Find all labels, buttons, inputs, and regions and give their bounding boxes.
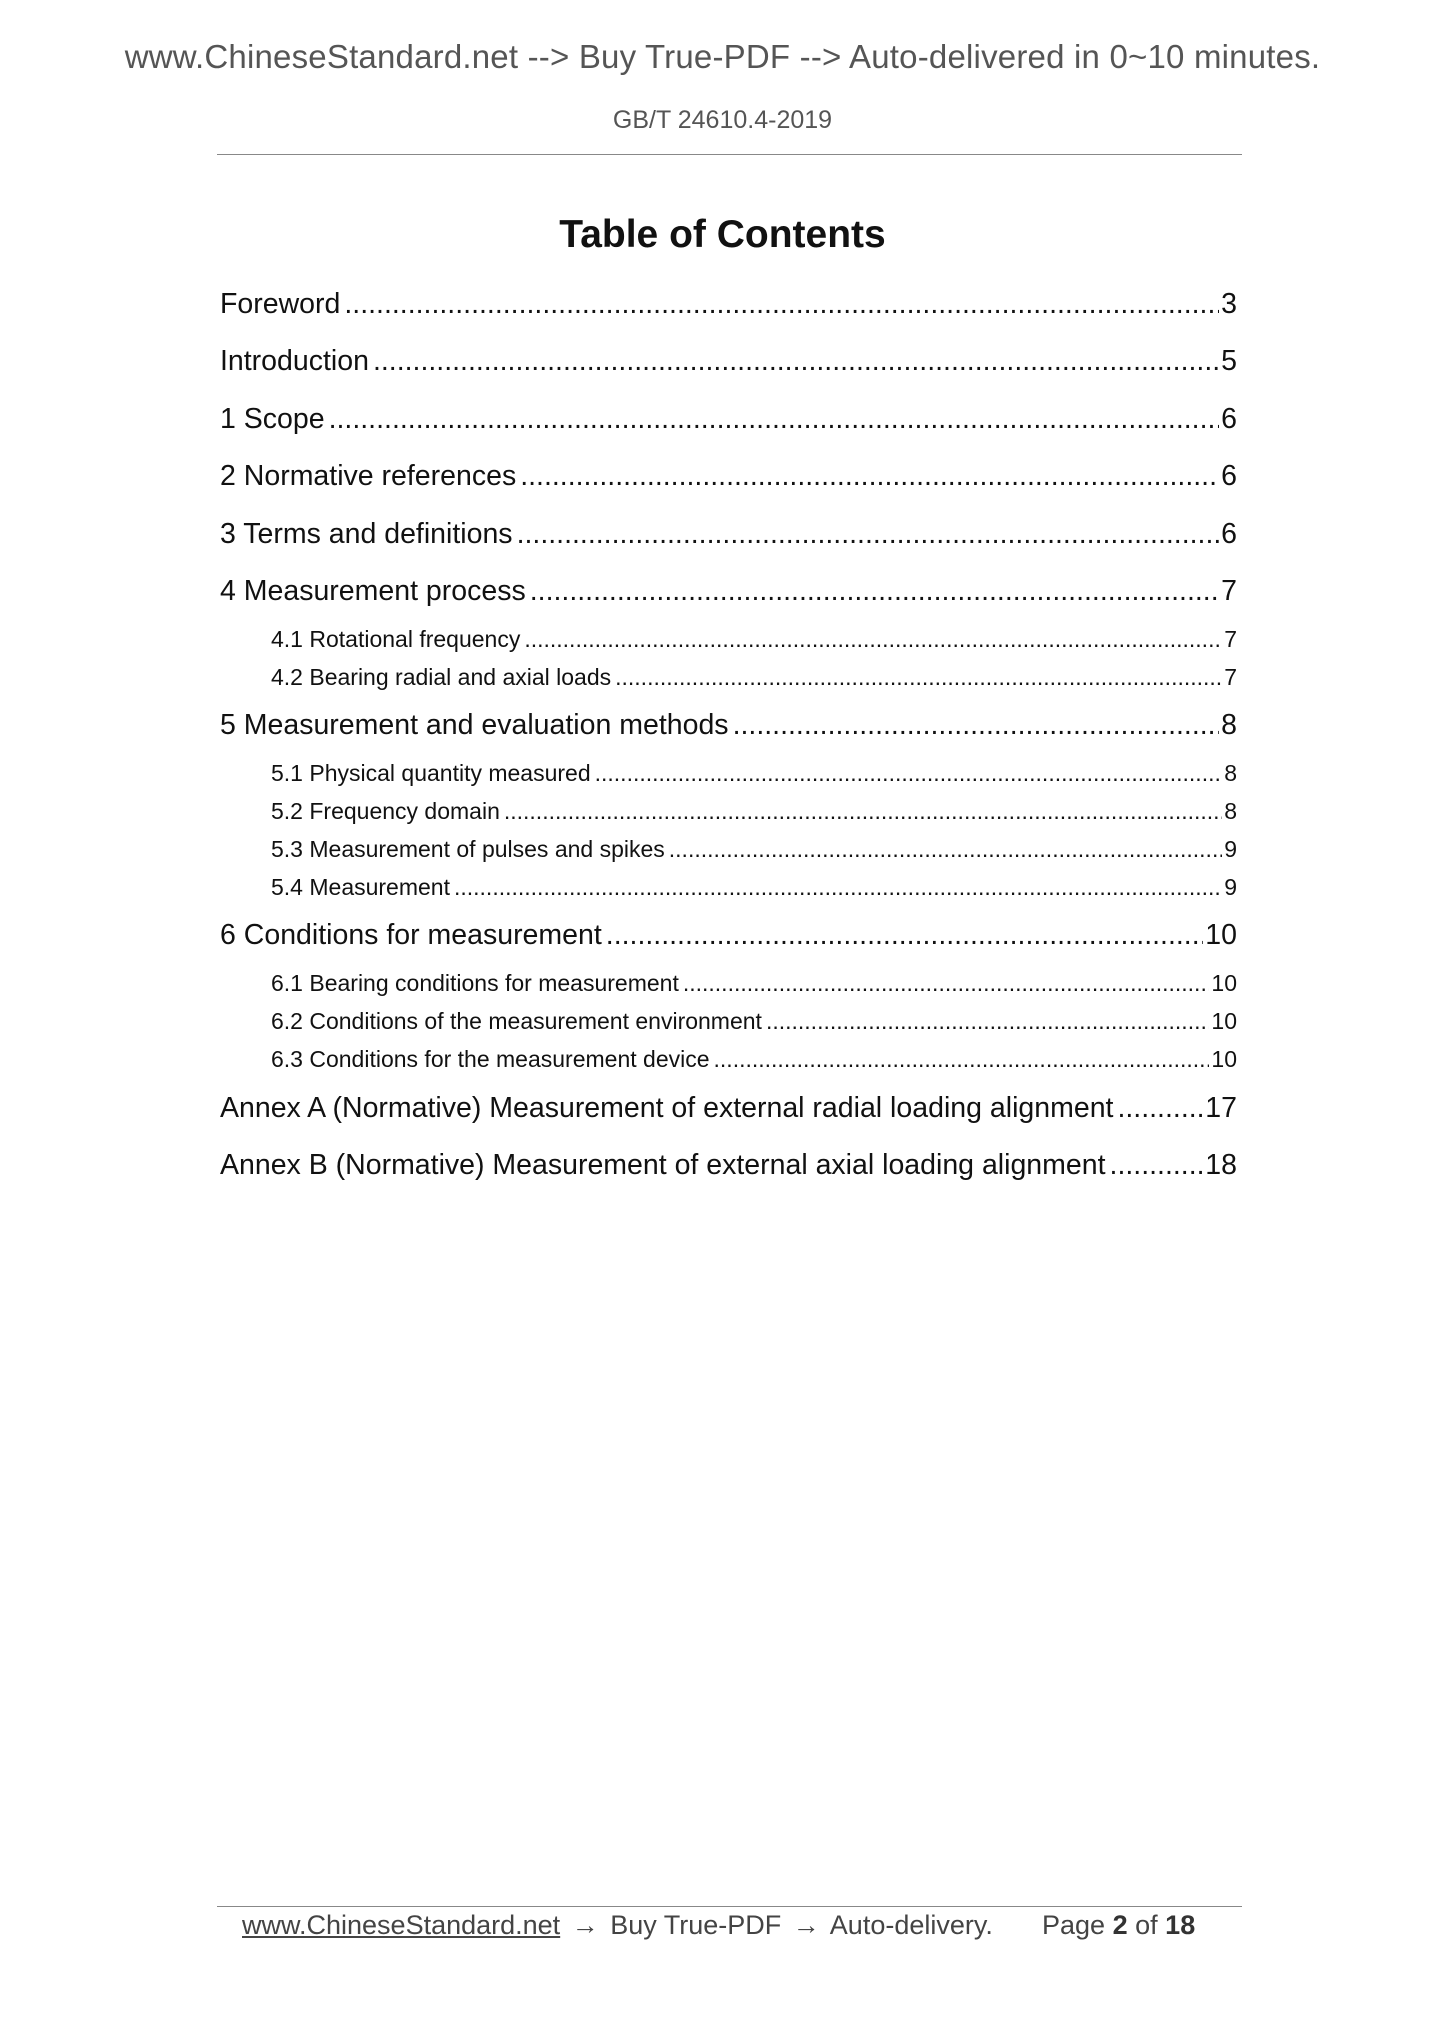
- page-indicator: [1042, 1910, 1195, 1941]
- page-footer: [242, 1910, 1222, 1941]
- toc-leader-dots: [344, 288, 1219, 321]
- toc-entry-label: Annex A (Normative) Measurement of external radial loading alignment: [220, 1092, 1114, 1124]
- toc-entry-page: 9: [1224, 874, 1237, 900]
- toc-entry-device-conditions[interactable]: [271, 1046, 1237, 1073]
- toc-entry-bearing-loads[interactable]: [271, 664, 1237, 691]
- toc-entry-measurement-process[interactable]: [220, 575, 1237, 608]
- toc-entry-physical-quantity[interactable]: [271, 760, 1237, 787]
- toc-leader-dots: [615, 664, 1222, 691]
- toc-entry-page: 6: [1221, 403, 1237, 435]
- toc-entry-page: 7: [1224, 626, 1237, 652]
- toc-leader-dots: [733, 709, 1220, 742]
- toc-leader-dots: [329, 403, 1220, 436]
- toc-leader-dots: [1110, 1149, 1204, 1182]
- toc-entry-page: 5: [1221, 345, 1237, 377]
- toc-entry-page: 7: [1224, 664, 1237, 690]
- toc-entry-conditions-measurement[interactable]: [220, 919, 1237, 952]
- toc-leader-dots: [454, 874, 1222, 901]
- arrow-right-icon: →: [792, 1910, 820, 1940]
- toc-leader-dots: [606, 919, 1204, 952]
- toc-leader-dots: [1117, 1092, 1203, 1125]
- header-banner: www.ChineseStandard.net --> Buy True-PDF --> Auto-delivered in 0~10 minutes.: [124, 38, 1321, 75]
- toc-leader-dots: [683, 970, 1210, 997]
- document-number: GB/T 24610.4-2019: [612, 106, 833, 134]
- toc-entry-label: 4.1 Rotational frequency: [271, 626, 521, 652]
- toc-entry-bearing-conditions[interactable]: [271, 970, 1237, 997]
- toc-entry-frequency-domain[interactable]: [271, 798, 1237, 825]
- footer-divider: [217, 1906, 1242, 1907]
- page-title: Table of Contents: [559, 213, 886, 256]
- toc-entry-page: 3: [1221, 288, 1237, 320]
- toc-leader-dots: [530, 575, 1219, 608]
- toc-entry-label: 1 Scope: [220, 403, 325, 435]
- toc-leader-dots: [373, 345, 1219, 378]
- total-pages-number: 18: [1165, 1910, 1196, 1940]
- toc-entry-label: 6.2 Conditions of the measurement environment: [271, 1008, 762, 1034]
- toc-leader-dots: [517, 518, 1220, 551]
- toc-entry-page: 17: [1205, 1092, 1237, 1124]
- toc-entry-page: 10: [1211, 1008, 1237, 1034]
- of-word: of: [1135, 1910, 1158, 1940]
- toc-entry-label: Annex B (Normative) Measurement of external axial loading alignment: [220, 1149, 1106, 1181]
- toc-entry-label: 4.2 Bearing radial and axial loads: [271, 664, 612, 690]
- toc-entry-label: 5.1 Physical quantity measured: [271, 760, 591, 786]
- toc-entry-label: 6 Conditions for measurement: [220, 919, 602, 951]
- toc-entry-page: 6: [1221, 460, 1237, 492]
- toc-leader-dots: [504, 798, 1222, 825]
- toc-leader-dots: [524, 626, 1222, 653]
- footer-buy-text: Buy True-PDF: [610, 1910, 782, 1940]
- toc-entry-page: 18: [1205, 1149, 1237, 1181]
- toc-leader-dots: [669, 836, 1222, 863]
- toc-entry-pulses-spikes[interactable]: [271, 836, 1237, 863]
- footer-delivery-text: Auto-delivery.: [829, 1910, 993, 1940]
- toc-entry-label: Foreword: [220, 288, 341, 320]
- toc-entry-introduction[interactable]: [220, 345, 1237, 378]
- toc-entry-annex-a[interactable]: [220, 1092, 1237, 1125]
- toc-entry-page: 7: [1221, 575, 1237, 607]
- toc-entry-label: 5 Measurement and evaluation methods: [220, 709, 729, 741]
- page-word: Page: [1042, 1910, 1106, 1940]
- toc-entry-foreword[interactable]: [220, 288, 1237, 321]
- toc-leader-dots: [766, 1008, 1209, 1035]
- toc-leader-dots: [714, 1046, 1210, 1073]
- toc-entry-scope[interactable]: [220, 403, 1237, 436]
- toc-entry-environment-conditions[interactable]: [271, 1008, 1237, 1035]
- toc-entry-page: 8: [1224, 760, 1237, 786]
- toc-entry-label: 5.2 Frequency domain: [271, 798, 500, 824]
- toc-entry-label: 6.1 Bearing conditions for measurement: [271, 970, 679, 996]
- toc-entry-label: 5.4 Measurement: [271, 874, 450, 900]
- toc-entry-label: 6.3 Conditions for the measurement device: [271, 1046, 710, 1072]
- toc-entry-page: 10: [1211, 1046, 1237, 1072]
- toc-entry-page: 8: [1224, 798, 1237, 824]
- toc-leader-dots: [595, 760, 1223, 787]
- toc-entry-terms-definitions[interactable]: [220, 518, 1237, 551]
- arrow-right-icon: →: [571, 1910, 599, 1940]
- toc-entry-rotational-frequency[interactable]: [271, 626, 1237, 653]
- toc-entry-annex-b[interactable]: [220, 1149, 1237, 1182]
- toc-entry-normative-references[interactable]: [220, 460, 1237, 493]
- toc-entry-label: 4 Measurement process: [220, 575, 526, 607]
- footer-website-link[interactable]: www.ChineseStandard.net: [242, 1910, 561, 1940]
- toc-entry-label: 5.3 Measurement of pulses and spikes: [271, 836, 665, 862]
- current-page-number: 2: [1112, 1910, 1128, 1940]
- toc-entry-measurement-evaluation-methods[interactable]: [220, 709, 1237, 742]
- toc-entry-page: 6: [1221, 518, 1237, 550]
- toc-entry-page: 8: [1221, 709, 1237, 741]
- toc-entry-label: Introduction: [220, 345, 369, 377]
- toc-entry-measurement[interactable]: [271, 874, 1237, 901]
- toc-entry-label: 3 Terms and definitions: [220, 518, 513, 550]
- toc-leader-dots: [520, 460, 1219, 493]
- toc-entry-page: 10: [1205, 919, 1237, 951]
- toc-entry-label: 2 Normative references: [220, 460, 517, 492]
- toc-entry-page: 10: [1211, 970, 1237, 996]
- toc-entry-page: 9: [1224, 836, 1237, 862]
